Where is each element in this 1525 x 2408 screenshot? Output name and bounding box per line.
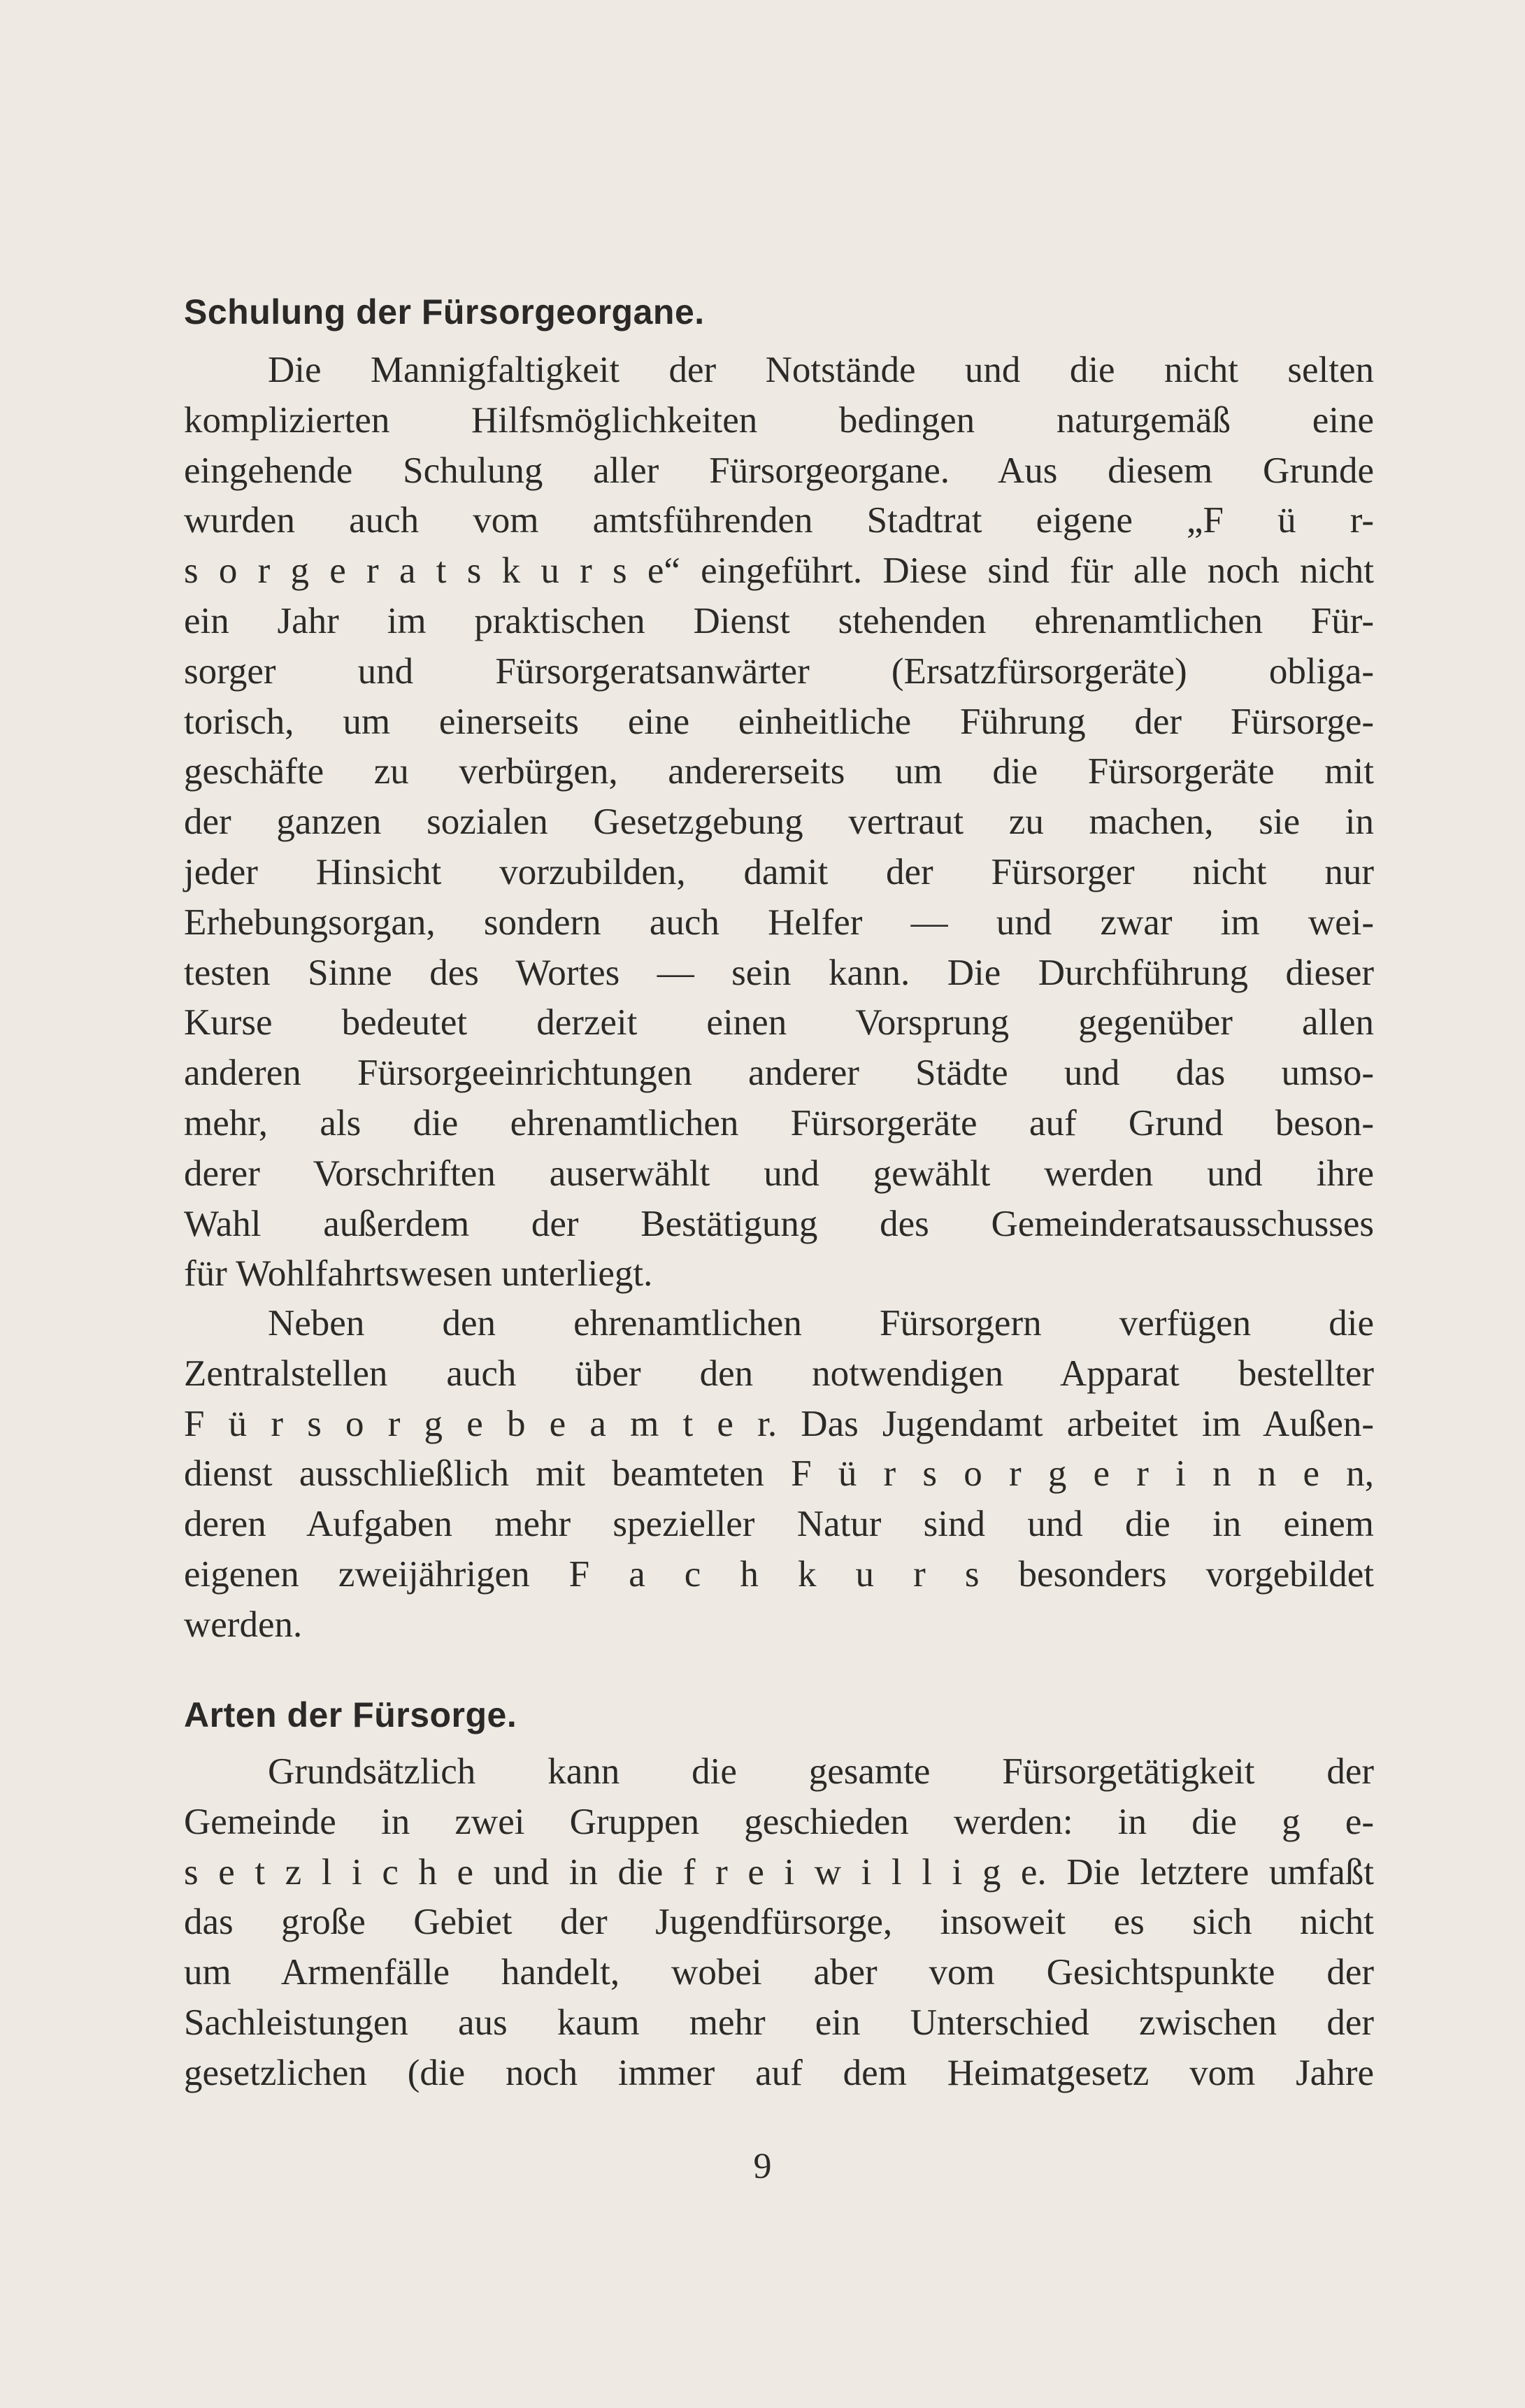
text-line: geschäfte zu verbürgen, andererseits um die Fürsorgeräte mit	[184, 751, 1374, 792]
section-heading-schulung: Schulung der Fürsorgeorgane.	[184, 292, 705, 332]
text-line: testen Sinne des Wortes — sein kann. Die Durchführung dieser	[184, 952, 1374, 993]
text-line: deren Aufgaben mehr spezieller Natur sind und die in einem	[184, 1504, 1374, 1545]
text-line: ein Jahr im praktischen Dienst stehenden ehrenamtlichen Für-	[184, 600, 1374, 641]
text-line: Grundsätzlich kann die gesamte Fürsorgetätigkeit der	[268, 1751, 1374, 1792]
text-line: gesetzlichen (die noch immer auf dem Heimatgesetz vom Jahre	[184, 2052, 1374, 2093]
text-line: Kurse bedeutet derzeit einen Vorsprung gegenüber allen	[184, 1002, 1374, 1043]
section-heading-arten: Arten der Fürsorge.	[184, 1695, 517, 1734]
text-line: Sachleistungen aus kaum mehr ein Unterschied zwischen der	[184, 2002, 1374, 2043]
text-line: eigenen zweijährigen F a c h k u r s besonders vorgebildet	[184, 1553, 1374, 1595]
text-line: s e t z l i c h e und in die f r e i w i l l i g e. Die letztere umfaßt	[184, 1851, 1374, 1893]
page-number: 9	[753, 2146, 772, 2186]
text-line: F ü r s o r g e b e a m t e r. Das Jugendamt arbeitet im Außen-	[184, 1403, 1374, 1444]
paragraph-arten-1	[184, 1747, 1374, 2099]
text-line: dienst ausschließlich mit beamteten F ü r s o r g e r i n n e n,	[184, 1453, 1374, 1495]
paragraph-schulung-1	[184, 345, 1374, 1299]
text-line: derer Vorschriften auserwählt und gewählt werden und ihre	[184, 1153, 1374, 1194]
text-line: der ganzen sozialen Gesetzgebung vertraut zu machen, sie in	[184, 802, 1374, 843]
text-line: jeder Hinsicht vorzubilden, damit der Fürsorger nicht nur	[184, 851, 1374, 892]
text-line: das große Gebiet der Jugendfürsorge, insoweit es sich nicht	[184, 1902, 1374, 1943]
text-line: eingehende Schulung aller Fürsorgeorgane. Aus diesem Grunde	[184, 450, 1374, 491]
text-line: sorger und Fürsorgeratsanwärter (Ersatzfürsorgeräte) obliga-	[184, 650, 1374, 692]
text-line: komplizierten Hilfsmöglichkeiten bedingen naturgemäß eine	[184, 399, 1374, 441]
text-line: werden.	[184, 1604, 303, 1645]
text-line: Erhebungsorgan, sondern auch Helfer — und zwar im wei-	[184, 902, 1374, 943]
text-line: mehr, als die ehrenamtlichen Fürsorgeräte auf Grund beson-	[184, 1102, 1374, 1144]
text-line: Zentralstellen auch über den notwendigen Apparat bestellter	[184, 1353, 1374, 1394]
text-line: Wahl außerdem der Bestätigung des Gemeinderatsausschusses	[184, 1203, 1374, 1244]
paragraph-schulung-2	[184, 1299, 1374, 1651]
text-line: für Wohlfahrtswesen unterliegt.	[184, 1253, 653, 1295]
text-line: Die Mannigfaltigkeit der Notstände und die nicht selten	[268, 350, 1374, 390]
text-line: s o r g e r a t s k u r s e“ eingeführt. Diese sind für alle noch nicht	[184, 550, 1374, 592]
text-line: torisch, um einerseits eine einheitliche Führung der Fürsorge-	[184, 701, 1374, 742]
text-line: um Armenfälle handelt, wobei aber vom Gesichtspunkte der	[184, 1952, 1374, 1993]
text-line: Gemeinde in zwei Gruppen geschieden werden: in die g e-	[184, 1801, 1374, 1842]
text-line: wurden auch vom amtsführenden Stadtrat eigene „F ü r-	[184, 500, 1374, 541]
text-line: anderen Fürsorgeeinrichtungen anderer Städte und das umso-	[184, 1053, 1374, 1094]
text-line: Neben den ehrenamtlichen Fürsorgern verfügen die	[268, 1303, 1374, 1344]
